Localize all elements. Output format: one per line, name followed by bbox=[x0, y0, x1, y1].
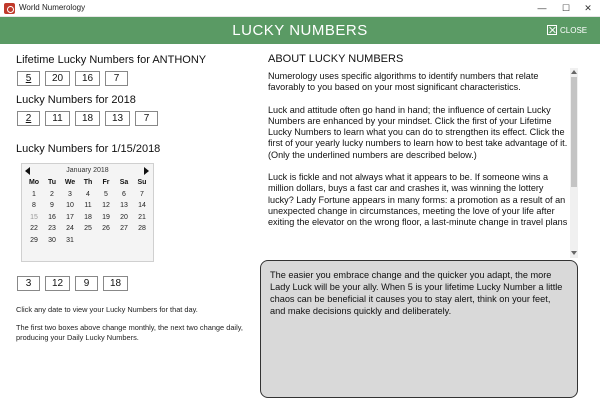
number-description-box bbox=[260, 260, 578, 398]
calendar-day[interactable]: 8 bbox=[32, 202, 36, 209]
calendar-day[interactable]: 2 bbox=[50, 190, 54, 198]
scrollbar-thumb[interactable] bbox=[571, 77, 577, 187]
scroll-up-icon[interactable] bbox=[571, 70, 577, 74]
day-number-4: 18 bbox=[103, 276, 128, 291]
scroll-down-icon[interactable] bbox=[571, 251, 577, 255]
day-number-2: 12 bbox=[45, 276, 70, 291]
about-paragraph: Luck and attitude often go hand in hand; the influence of certain Lucky Numbers are enhanced by your mindset. Click the first of your Lifetime Lucky Numbers to learn what you can do to strengthen its effect. Click the first of your yearly lucky numbers to learn how to best take advantage of it. (Only the underlined numbers are described below.) bbox=[268, 104, 568, 160]
year-number-2: 11 bbox=[45, 111, 70, 126]
calendar-day[interactable]: 27 bbox=[120, 225, 128, 232]
page-title: LUCKY NUMBERS bbox=[232, 22, 368, 39]
page-header bbox=[0, 17, 600, 44]
calendar-day[interactable]: 22 bbox=[30, 225, 38, 232]
calendar-day[interactable]: 28 bbox=[138, 225, 146, 232]
calendar-day[interactable]: 13 bbox=[120, 202, 128, 209]
number-description-text: The easier you embrace change and the quicker you adapt, the more Lady Luck will be your ally. When 5 is your lifetime Lucky Number a little chaos can be beneficial it causes you to stay alert, think on your feet, and make decisions quickly and deliberately. bbox=[270, 270, 563, 316]
year-heading: Lucky Numbers for 2018 bbox=[16, 94, 136, 106]
calendar-day[interactable]: 23 bbox=[48, 225, 56, 232]
calendar-grid bbox=[25, 179, 151, 248]
calendar-weekday: We bbox=[64, 179, 76, 186]
calendar-day[interactable]: 26 bbox=[102, 225, 110, 232]
lifetime-number-3: 16 bbox=[75, 71, 100, 86]
calendar-day[interactable]: 5 bbox=[104, 190, 108, 198]
calendar-day[interactable]: 19 bbox=[102, 213, 110, 221]
calendar-day[interactable]: 10 bbox=[66, 202, 74, 209]
lifetime-number-4: 7 bbox=[105, 71, 128, 86]
about-text bbox=[268, 71, 568, 253]
lifetime-number-2: 20 bbox=[45, 71, 70, 86]
calendar-day[interactable]: 9 bbox=[50, 202, 54, 209]
calendar-day[interactable]: 4 bbox=[86, 190, 90, 198]
about-paragraph: Luck is fickle and not always what it appears to be. If someone wins a million dollars, buys a fast car and crashes it, was winning the lottery lucky? Lady Fortune appears in many forms: a promotion as a result of an unexpected change in circumstances, meeting the love of your life after exiting the elevator on the wrong floor, a last-minute change in travel plans bbox=[268, 172, 568, 228]
year-numbers bbox=[17, 111, 158, 126]
day-numbers bbox=[17, 276, 128, 291]
window-close-button[interactable]: ✕ bbox=[584, 3, 592, 13]
calendar-day[interactable]: 21 bbox=[138, 213, 146, 221]
calendar-day[interactable]: 14 bbox=[138, 202, 146, 209]
close-label: CLOSE bbox=[560, 25, 588, 35]
about-title: ABOUT LUCKY NUMBERS bbox=[268, 53, 404, 65]
calendar-day[interactable]: 1 bbox=[32, 190, 36, 198]
calendar-day[interactable]: 11 bbox=[84, 202, 92, 209]
day-heading: Lucky Numbers for 1/15/2018 bbox=[16, 143, 161, 155]
calendar-day[interactable]: 20 bbox=[120, 213, 128, 221]
about-scrollbar[interactable] bbox=[570, 68, 578, 258]
about-paragraph: Numerology uses specific algorithms to identify numbers that relate favorably to you based on your most significant characteristics. bbox=[268, 71, 539, 93]
calendar-weekday: Sa bbox=[119, 179, 129, 186]
lifetime-number-1[interactable]: 5 bbox=[17, 71, 40, 86]
calendar-empty-cell bbox=[115, 237, 133, 249]
calendar-day[interactable]: 3 bbox=[68, 190, 72, 198]
close-button[interactable] bbox=[547, 25, 587, 35]
calendar-weekday: Fr bbox=[102, 179, 110, 186]
minimize-button[interactable]: — bbox=[537, 3, 547, 13]
window-titlebar bbox=[0, 0, 600, 17]
calendar-empty-cell bbox=[79, 237, 97, 249]
calendar-day[interactable]: 7 bbox=[140, 190, 144, 198]
calendar-weekday: Su bbox=[137, 179, 147, 186]
calendar-day[interactable]: 24 bbox=[66, 225, 74, 232]
calendar-day[interactable]: 30 bbox=[48, 236, 56, 244]
calendar-weekday: Tu bbox=[47, 179, 57, 186]
year-number-4: 13 bbox=[105, 111, 130, 126]
year-number-3: 18 bbox=[75, 111, 100, 126]
calendar-day[interactable]: 6 bbox=[122, 190, 126, 198]
calendar-empty-cell bbox=[97, 237, 115, 249]
day-number-3: 9 bbox=[75, 276, 98, 291]
year-number-5: 7 bbox=[135, 111, 158, 126]
year-number-1[interactable]: 2 bbox=[17, 111, 40, 126]
lifetime-heading: Lifetime Lucky Numbers for ANTHONY bbox=[16, 54, 207, 66]
calendar-day[interactable]: 16 bbox=[48, 213, 56, 221]
calendar-day[interactable]: 15 bbox=[30, 213, 38, 221]
click-date-hint: Click any date to view your Lucky Numbers for that day. bbox=[16, 305, 198, 314]
calendar-day[interactable]: 29 bbox=[30, 236, 38, 244]
calendar-header bbox=[22, 166, 153, 176]
calendar-weekday: Mo bbox=[28, 179, 40, 186]
calendar-day[interactable]: 25 bbox=[84, 225, 92, 232]
calendar-day[interactable]: 31 bbox=[66, 236, 74, 244]
window-title: World Numerology bbox=[19, 3, 86, 12]
calendar-month-label: January 2018 bbox=[66, 167, 109, 174]
close-icon bbox=[547, 25, 557, 35]
next-month-icon[interactable] bbox=[144, 167, 149, 175]
calendar-day[interactable]: 17 bbox=[66, 213, 74, 221]
boxes-note: The first two boxes above change monthly, the next two change daily, producing your Daily Lucky Numbers. bbox=[16, 323, 243, 342]
calendar-day[interactable]: 18 bbox=[84, 213, 92, 221]
calendar-empty-cell bbox=[133, 237, 151, 249]
maximize-button[interactable]: ☐ bbox=[561, 3, 571, 13]
calendar-weekday: Th bbox=[83, 179, 93, 186]
lifetime-numbers bbox=[17, 71, 128, 86]
app-logo-icon bbox=[4, 3, 15, 14]
calendar-day[interactable]: 12 bbox=[102, 202, 110, 209]
date-picker-calendar bbox=[21, 163, 154, 262]
day-number-1: 3 bbox=[17, 276, 40, 291]
